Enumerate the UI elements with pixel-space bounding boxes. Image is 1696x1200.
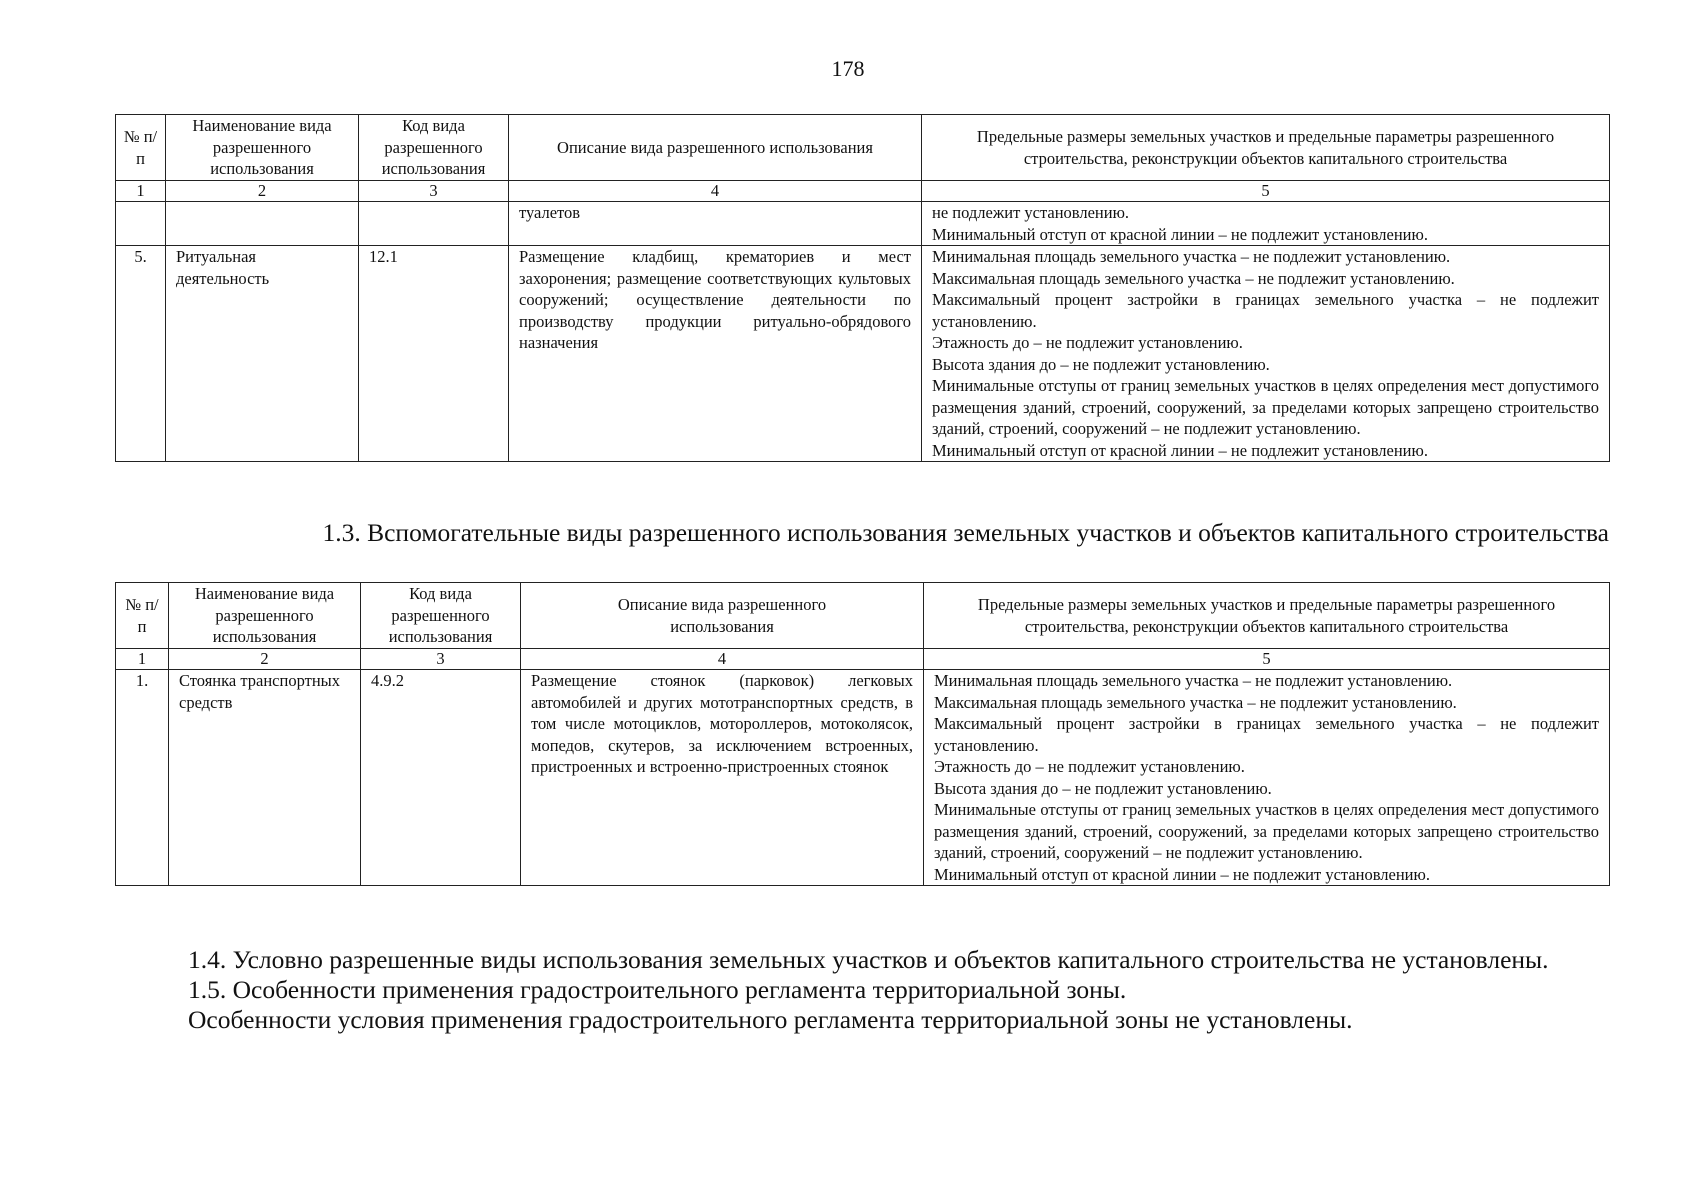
section-paragraph-zone-features: Особенности условия применения градостроительного регламента территориальной зоны не установлены. [188,1005,1353,1034]
row-use-code [359,202,509,246]
row-use-description: туалетов [509,202,922,246]
closing-paragraphs [115,945,1620,1035]
row-use-code: 4.9.2 [361,670,521,886]
row-number: 5. [116,246,166,462]
column-number: 5 [922,181,1610,202]
parameter-line: Высота здания до – не подлежит установлению. [932,354,1270,374]
row-number: 1. [116,670,169,886]
column-number: 2 [166,181,359,202]
row-use-name: Стоянка транспортных средств [169,670,361,886]
parameter-line: Максимальный процент застройки в границах земельного участка – не подлежит установлению. [932,290,1599,331]
header-use-description: Описание вида разрешенного использования [509,115,922,181]
parameter-line: Минимальный отступ от красной линии – не подлежит установлению. [932,440,1428,460]
header-number: № п/п [116,583,169,649]
header-use-code: Код вида разрешенного использования [359,115,509,181]
parameter-line: Минимальные отступы от границ земельных участков в целях определения мест допустимого размещения зданий, строений, сооружений, за пределами которых запрещено строительство зданий, строений, сооружений – не подлежит установлению. [932,376,1599,438]
table-row [116,202,1610,246]
row-use-description: Размещение стоянок (парковок) легковых автомобилей и других мототранспортных средств, в том числе мотоциклов, мотороллеров, мотоколясок, мопедов, скутеров, за исключением встроенных, пристроенных и встроенно-пристроенных стоянок [521,670,924,886]
parameter-line: Максимальная площадь земельного участка – не подлежит установлению. [934,692,1457,712]
table-row [116,670,1610,886]
header-use-description: Описание вида разрешенного использования [521,583,924,649]
column-number-row [116,649,1610,670]
row-use-code: 12.1 [359,246,509,462]
column-number: 3 [361,649,521,670]
parameter-line: Минимальная площадь земельного участка – не подлежит установлению. [934,671,1453,690]
header-number: № п/п [116,115,166,181]
parameter-line: не подлежит установлению. [932,203,1130,222]
row-limit-parameters [924,670,1610,886]
header-limit-parameters: Предельные размеры земельных участков и предельные параметры разрешенного строительства, реконструкции объектов капитального строительства [924,583,1610,649]
parameter-line: Максимальный процент застройки в границах земельного участка – не подлежит установлению. [934,714,1599,755]
parameter-line: Минимальные отступы от границ земельных участков в целях определения мест допустимого размещения зданий, строений, сооружений, за пределами которых запрещено строительство зданий, строений, сооружений – не подлежит установлению. [934,800,1599,862]
column-number: 4 [521,649,924,670]
section-heading-zone-features: 1.5. Особенности применения градостроительного регламента территориальной зоны. [188,975,1127,1004]
section-paragraph-conditional-uses: 1.4. Условно разрешенные виды использования земельных участков и объектов капитального строительства не установлены. [188,945,1549,974]
parameter-line: Минимальная площадь земельного участка – не подлежит установлению. [932,247,1451,266]
parameter-line: Высота здания до – не подлежит установлению. [934,778,1272,798]
row-use-name: Ритуальная деятельность [166,246,359,462]
column-number: 2 [169,649,361,670]
row-use-description: Размещение кладбищ, крематориев и мест захоронения; размещение соответствующих культовых сооружений; осуществление деятельности по производству продукции ритуально-обрядового назначения [509,246,922,462]
table-row [116,246,1610,462]
column-number-row [116,181,1610,202]
page-number: 178 [831,56,865,81]
column-number: 3 [359,181,509,202]
column-number: 1 [116,181,166,202]
regulations-table-main [115,114,1610,462]
table-header-row [116,115,1610,181]
parameter-line: Минимальный отступ от красной линии – не подлежит установлению. [934,864,1430,884]
column-number: 1 [116,649,169,670]
section-heading-auxiliary-uses: 1.3. Вспомогательные виды разрешенного использования земельных участков и объектов капитального строительства [322,518,1609,547]
column-number: 5 [924,649,1610,670]
column-number: 4 [509,181,922,202]
header-limit-parameters: Предельные размеры земельных участков и предельные параметры разрешенного строительства, реконструкции объектов капитального строительства [922,115,1610,181]
parameter-line: Максимальная площадь земельного участка – не подлежит установлению. [932,268,1455,288]
regulations-table-auxiliary [115,582,1610,886]
header-use-code: Код вида разрешенного использования [361,583,521,649]
table-header-row [116,583,1610,649]
row-limit-parameters [922,202,1610,246]
row-use-name [166,202,359,246]
parameter-line: Этажность до – не подлежит установлению. [934,757,1245,776]
header-use-name: Наименование вида разрешенного использования [166,115,359,181]
parameter-line: Этажность до – не подлежит установлению. [932,333,1243,352]
row-limit-parameters [922,246,1610,462]
row-number [116,202,166,246]
parameter-line: Минимальный отступ от красной линии – не подлежит установлению. [932,224,1428,244]
header-use-name: Наименование вида разрешенного использования [169,583,361,649]
